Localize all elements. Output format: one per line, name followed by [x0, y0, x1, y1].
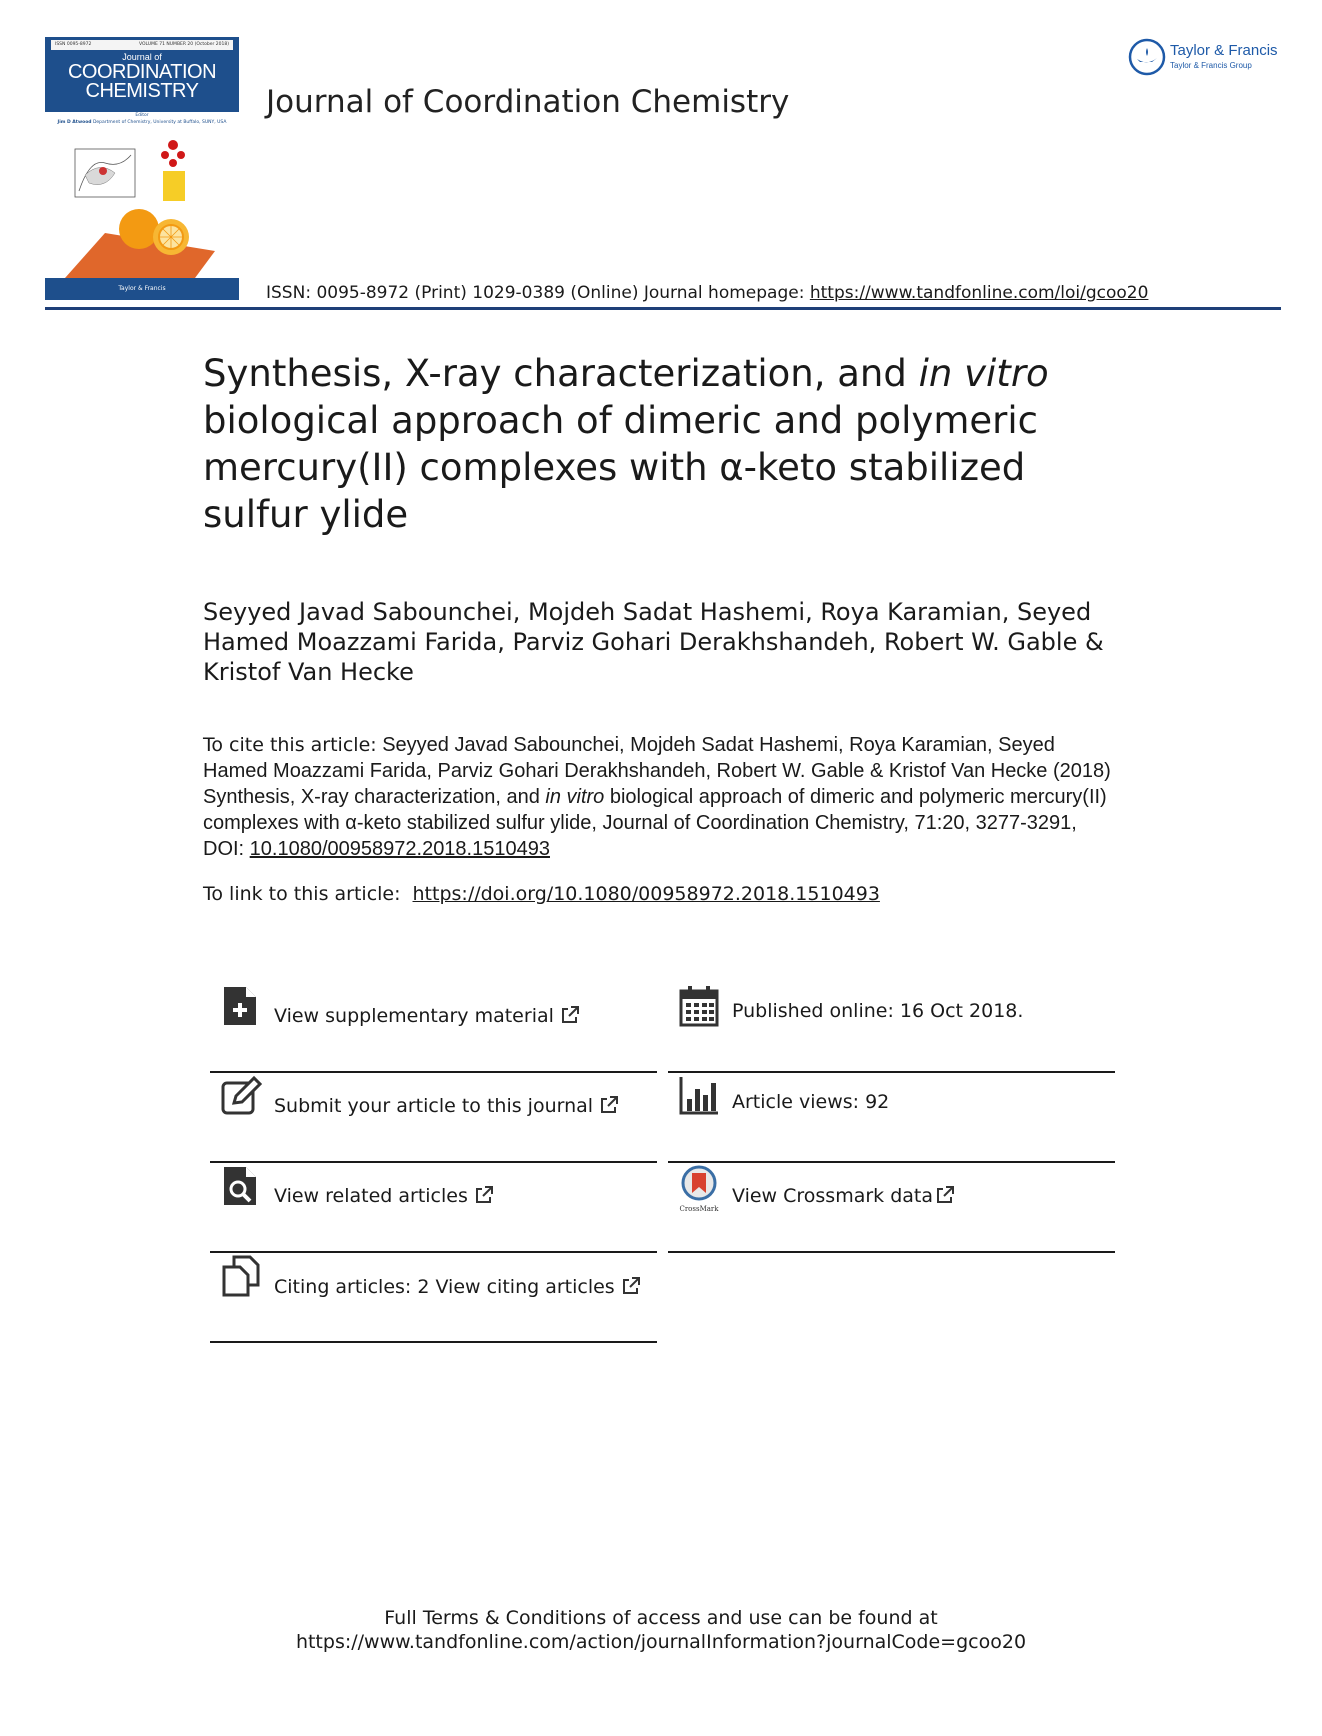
cell-divider	[668, 1071, 1115, 1073]
citing-articles-cell[interactable]	[210, 1255, 657, 1343]
issn-text: ISSN: 0095-8972 (Print) 1029-0389 (Online) Journal homepage:	[266, 283, 810, 303]
journal-homepage-link[interactable]: https://www.tandfonline.com/loi/gcoo20	[809, 283, 1149, 303]
external-link-icon	[935, 1185, 955, 1205]
citation-label: To cite this article:	[203, 734, 377, 756]
article-authors: Seyyed Javad Sabounchei, Mojdeh Sadat Hashemi, Roya Karamian, Seyed Hamed Moazzami Farida, Parviz Gohari Derakhshandeh, Robert W. Gable & Kristof Van Hecke	[203, 598, 1104, 686]
citation-text1: Seyyed Javad Sabounchei, Mojdeh Sadat Hashemi, Roya Karamian, Seyed Hamed Moazzami Farida, Parviz Gohari Derakhshandeh, Robert W. Gable & Kristof Van Hecke (2018) Synthesis, X-ray characterization, and	[203, 734, 1111, 808]
published-online-cell	[668, 985, 1115, 1073]
article-views-cell	[668, 1075, 1115, 1163]
cover-editor-label: Editor	[135, 113, 149, 118]
article-link-label: To link to this article:	[203, 883, 401, 905]
cell-divider	[668, 1251, 1115, 1253]
external-link-icon	[474, 1185, 494, 1205]
crossmark-label: View Crossmark data	[732, 1185, 934, 1207]
edit-icon	[220, 1075, 262, 1117]
article-link-line	[203, 883, 880, 905]
cover-editor-line	[45, 119, 239, 126]
related-articles-cell[interactable]	[210, 1165, 657, 1253]
citation-text2: biological approach of dimeric and polymeric mercury(II) complexes with α-keto stabilized sulfur ylide, Journal of Coordination Chemistry, 71:20, 3277-3291, DOI:	[203, 786, 1107, 860]
title-part2: biological approach of dimeric and polymeric mercury(II) complexes with α-keto stabilized sulfur ylide	[203, 399, 1038, 536]
title-part1: Synthesis, X-ray characterization, and	[203, 352, 919, 395]
journal-cover	[45, 37, 239, 133]
crossmark-icon	[678, 1165, 720, 1213]
view-supplementary-cell[interactable]	[210, 985, 657, 1073]
file-search-icon	[220, 1165, 262, 1207]
citing-articles-link[interactable]	[274, 1276, 641, 1298]
cover-editor-name: Jim D Atwood	[57, 120, 92, 125]
terms-footer	[0, 1606, 1322, 1654]
submit-article-link[interactable]	[274, 1095, 619, 1117]
citation-doi-link[interactable]: 10.1080/00958972.2018.1510493	[249, 838, 550, 860]
submit-article-label: Submit your article to this journal	[274, 1095, 594, 1117]
cover-publisher-band	[45, 278, 239, 300]
calendar-icon	[678, 985, 720, 1027]
cover-journal-of: Journal of	[122, 52, 162, 62]
citing-articles-label: Citing articles: 2 View citing articles	[274, 1276, 615, 1298]
external-link-icon	[599, 1095, 619, 1115]
cover-issn: ISSN 0095-8972	[55, 42, 92, 47]
crossmark-link[interactable]	[732, 1185, 955, 1207]
publisher-group: Taylor & Francis Group	[1170, 61, 1252, 70]
cell-divider	[668, 1161, 1115, 1163]
cell-divider	[210, 1161, 657, 1163]
article-doi-url[interactable]: https://doi.org/10.1080/00958972.2018.1510493	[412, 883, 880, 905]
related-articles-label: View related articles	[274, 1185, 468, 1207]
view-supplementary-link[interactable]	[274, 1005, 580, 1027]
external-link-icon	[560, 1005, 580, 1025]
bar-chart-icon	[678, 1075, 720, 1117]
title-italic: in vitro	[918, 352, 1049, 395]
footer-terms-url[interactable]: https://www.tandfonline.com/action/journalInformation?journalCode=gcoo20	[295, 1631, 1027, 1653]
issn-line	[266, 283, 1148, 303]
publisher-name: Taylor & Francis	[1170, 42, 1278, 59]
cell-divider	[210, 1251, 657, 1253]
cover-meta	[51, 40, 233, 50]
cell-divider	[210, 1341, 657, 1343]
copy-documents-icon	[220, 1255, 262, 1297]
cover-artwork	[45, 133, 239, 278]
taylor-francis-lamp-icon	[1128, 38, 1166, 76]
article-views-text: Article views: 92	[732, 1091, 890, 1113]
external-link-icon	[621, 1276, 641, 1296]
taylor-francis-logo[interactable]	[1128, 38, 1288, 78]
related-articles-link[interactable]	[274, 1185, 494, 1207]
view-supplementary-label: View supplementary material	[274, 1005, 554, 1027]
file-plus-icon	[220, 985, 262, 1027]
cover-title-line1: COORDINATION	[67, 61, 217, 83]
submit-article-cell[interactable]	[210, 1075, 657, 1163]
header-divider	[45, 307, 1281, 310]
cell-divider	[210, 1071, 657, 1073]
cover-editor-affiliation: Department of Chemistry, University at Buffalo, SUNY, USA	[92, 120, 227, 125]
cover-editor	[45, 112, 239, 133]
crossmark-logo-text: CrossMark	[679, 1205, 719, 1213]
crossmark-cell[interactable]	[668, 1165, 1115, 1253]
published-online-text: Published online: 16 Oct 2018.	[732, 1000, 1024, 1022]
journal-title: Journal of Coordination Chemistry	[266, 84, 790, 120]
footer-line1: Full Terms & Conditions of access and use can be found at	[384, 1607, 938, 1629]
citation-block	[203, 732, 1123, 862]
cover-title-line2: CHEMISTRY	[85, 80, 199, 102]
citation-italic: in vitro	[545, 786, 605, 808]
cover-volume: VOLUME 71 NUMBER 20 (October 2018)	[138, 42, 229, 47]
article-title	[203, 350, 1133, 538]
cover-publisher: Taylor & Francis	[118, 285, 166, 292]
